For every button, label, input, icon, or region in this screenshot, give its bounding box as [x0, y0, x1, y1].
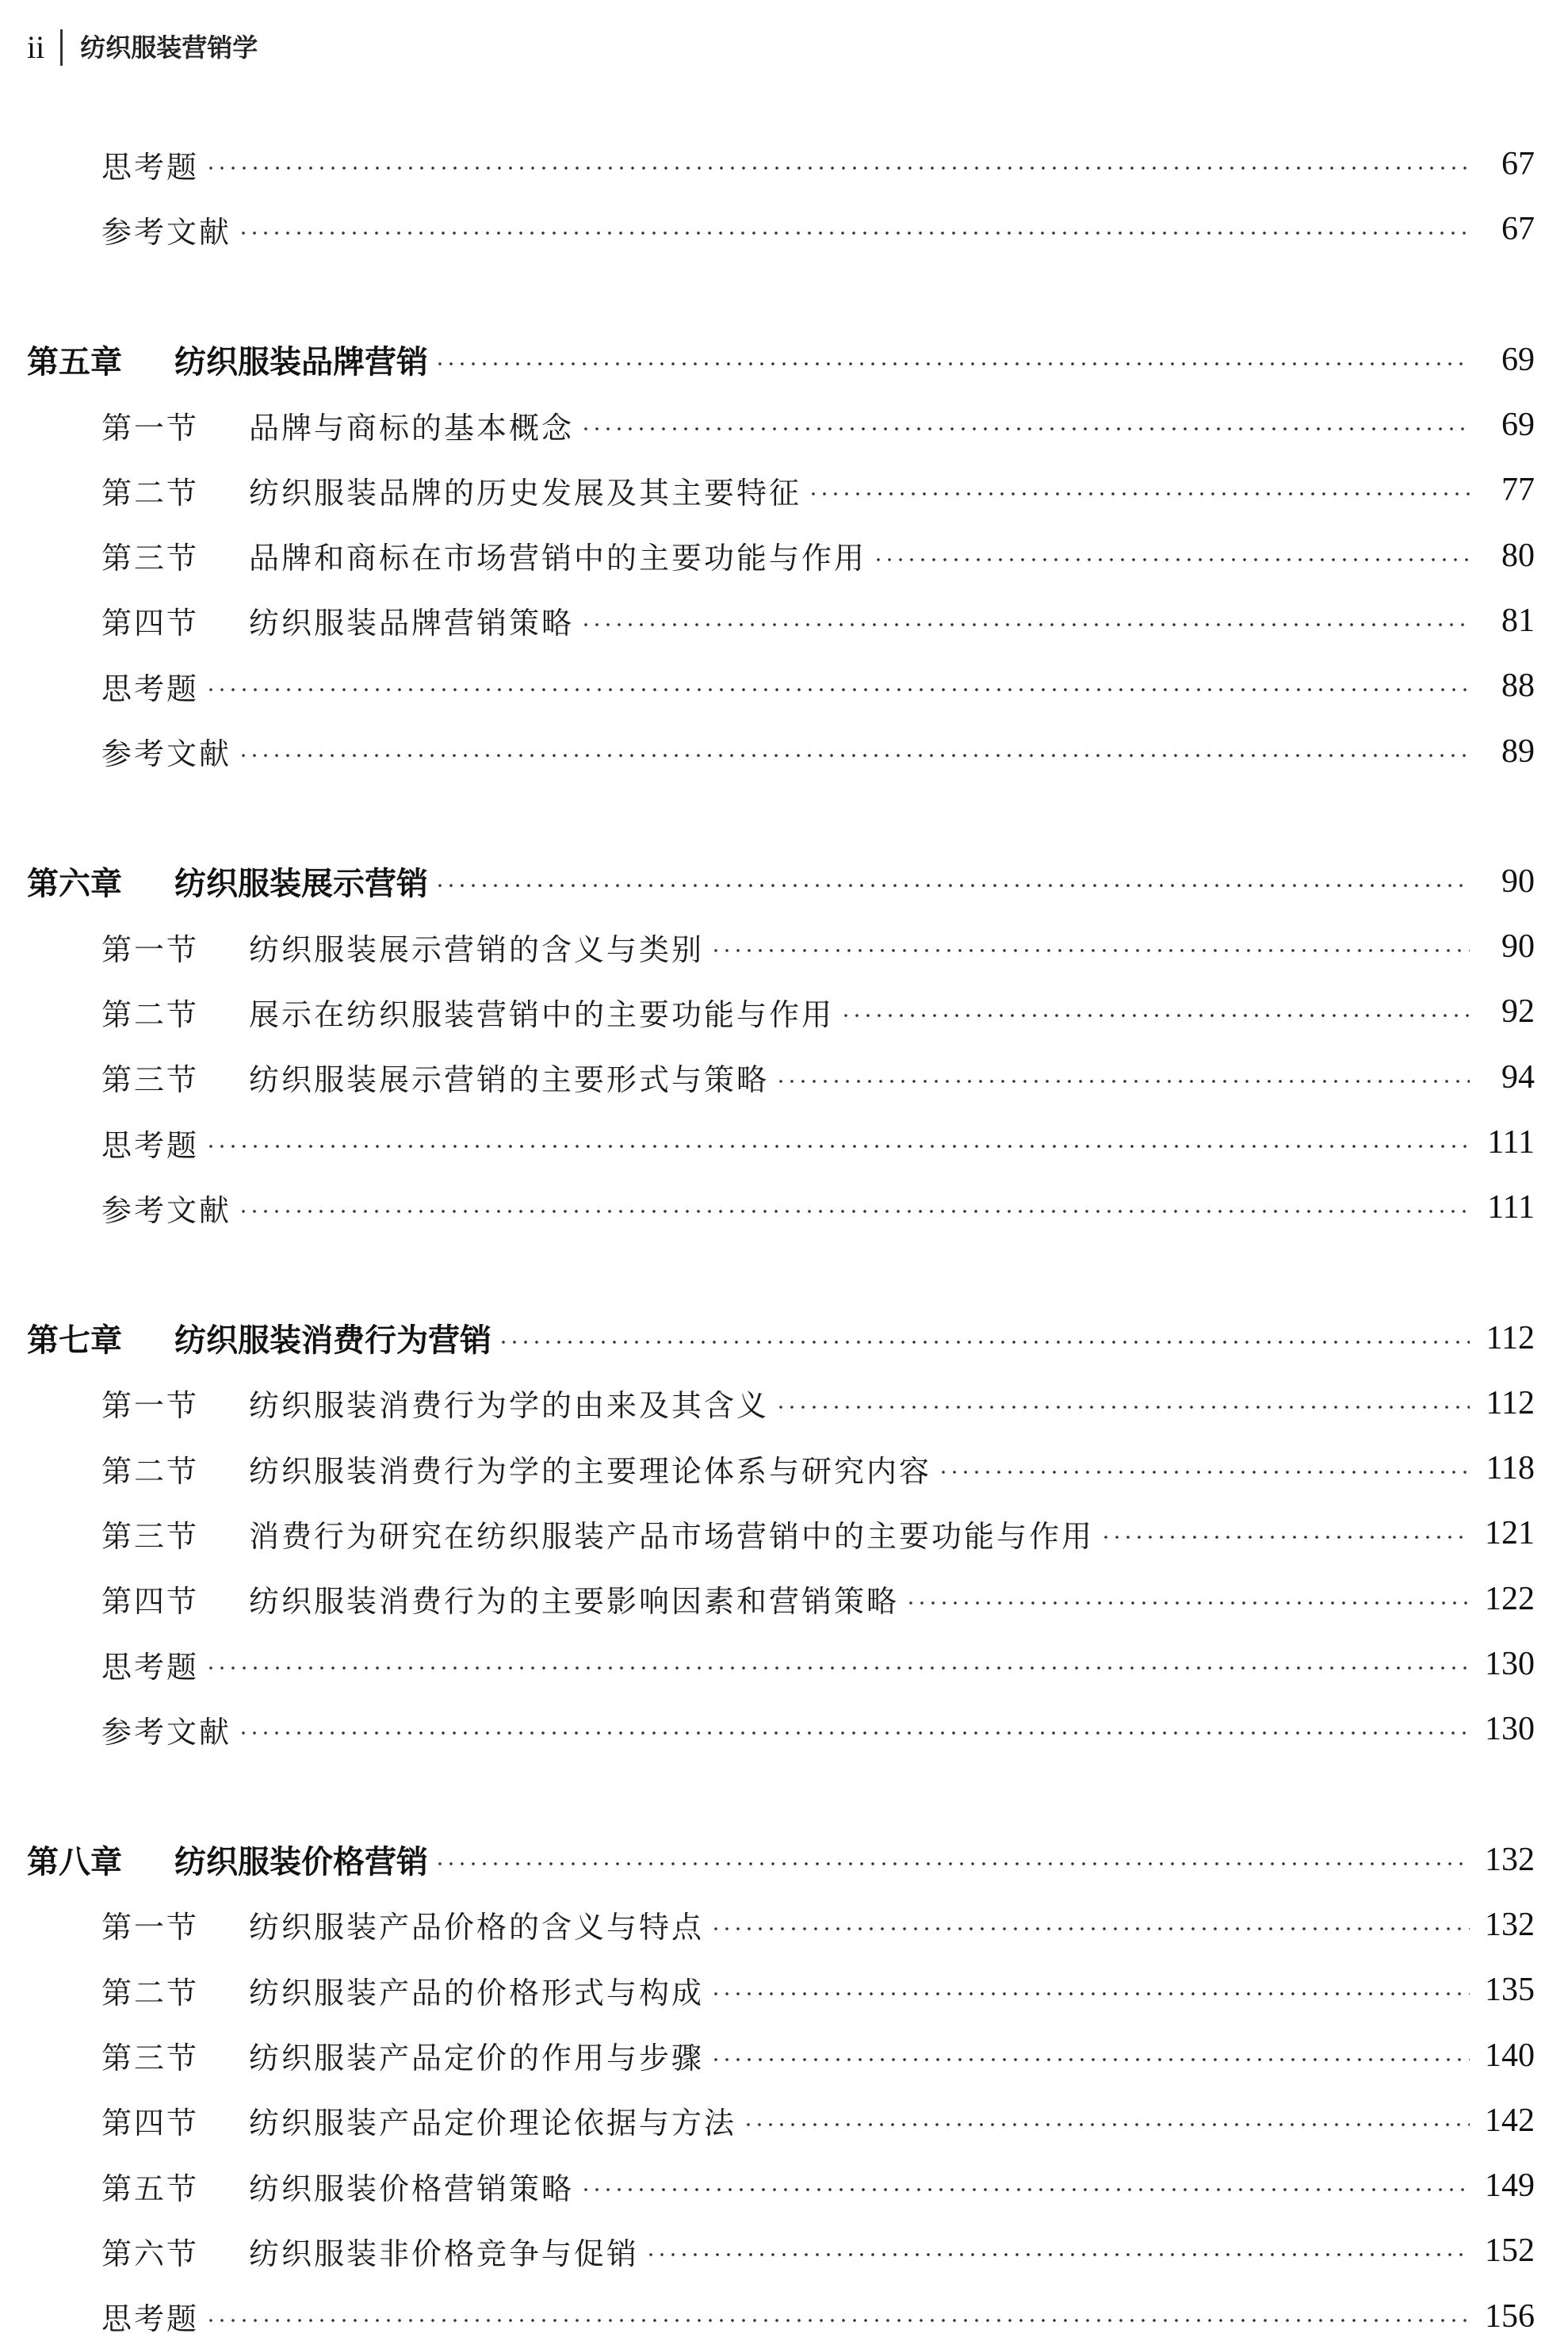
- dot-leader: [434, 1862, 1470, 1865]
- dot-leader: [205, 1145, 1470, 1148]
- toc-section-8-2[interactable]: [27, 1957, 1535, 2022]
- section-number: 第六节: [101, 2236, 200, 2271]
- entry-page-number: 156: [1485, 2297, 1535, 2335]
- toc-chapter-6[interactable]: [27, 849, 1535, 914]
- dot-leader: [434, 884, 1470, 887]
- dot-leader: [775, 1406, 1470, 1409]
- toc-section-6-1[interactable]: [27, 914, 1535, 979]
- toc-chapter-7[interactable]: [27, 1305, 1535, 1370]
- entry-title: 参考文献: [101, 1714, 232, 1750]
- dot-leader: [580, 623, 1470, 626]
- section-title: 纺织服装产品价格的含义与特点: [249, 1910, 705, 1945]
- chapter-number: 第五章: [27, 344, 122, 381]
- toc-section-5-2[interactable]: [27, 457, 1535, 522]
- chapter-title: 纺织服装价格营销: [174, 1844, 428, 1881]
- entry-title: 思考题: [101, 149, 200, 185]
- dot-leader: [905, 1601, 1470, 1605]
- section-number: 第一节: [101, 410, 200, 446]
- dot-leader: [205, 1666, 1470, 1670]
- chapter-number: 第六章: [27, 866, 122, 903]
- section-page-number: 149: [1485, 2167, 1535, 2205]
- dot-leader: [710, 2058, 1470, 2061]
- section-page-number: 92: [1501, 993, 1535, 1031]
- chapter-page-number: 112: [1486, 1319, 1535, 1356]
- chapter-page-number: 132: [1485, 1841, 1535, 1878]
- toc-entry-thinking-questions[interactable]: [27, 1110, 1535, 1175]
- toc-entry-references[interactable]: [27, 718, 1535, 783]
- dot-leader: [840, 1014, 1470, 1017]
- section-number: 第三节: [101, 541, 200, 576]
- entry-title: 参考文献: [101, 1192, 232, 1228]
- toc-section-6-2[interactable]: [27, 979, 1535, 1044]
- entry-page-number: 88: [1501, 668, 1535, 705]
- chapter-number: 第八章: [27, 1844, 122, 1881]
- toc-entry-thinking-questions[interactable]: [27, 132, 1535, 197]
- dot-leader: [434, 362, 1470, 365]
- dot-leader: [498, 1341, 1470, 1344]
- section-title: 消费行为研究在纺织服装产品市场营销中的主要功能与作用: [249, 1518, 1095, 1554]
- entry-page-number: 67: [1501, 211, 1535, 248]
- section-number: 第四节: [101, 606, 200, 641]
- toc-section-5-4[interactable]: [27, 588, 1535, 653]
- running-head: [27, 27, 258, 68]
- page-folio: ii: [27, 29, 45, 65]
- section-number: 第三节: [101, 2041, 200, 2076]
- section-title: 纺织服装展示营销的主要形式与策略: [249, 1062, 770, 1098]
- dot-leader: [580, 2188, 1470, 2191]
- section-title: 纺织服装消费行为的主要影响因素和营销策略: [249, 1584, 900, 1620]
- toc-section-7-4[interactable]: [27, 1567, 1535, 1632]
- toc-section-5-1[interactable]: [27, 392, 1535, 457]
- section-title: 展示在纺织服装营销中的主要功能与作用: [249, 997, 835, 1032]
- dot-leader: [808, 492, 1470, 495]
- toc-section-8-4[interactable]: [27, 2088, 1535, 2153]
- dot-leader: [710, 949, 1470, 952]
- section-page-number: 80: [1501, 537, 1535, 574]
- section-page-number: 122: [1485, 1580, 1535, 1617]
- section-number: 第四节: [101, 2106, 200, 2141]
- toc-chapter-8[interactable]: [27, 1827, 1535, 1892]
- toc-section-7-1[interactable]: [27, 1371, 1535, 1436]
- section-page-number: 112: [1486, 1384, 1535, 1421]
- entry-title: 思考题: [101, 1649, 200, 1685]
- toc-entry-references[interactable]: [27, 197, 1535, 262]
- dot-leader: [205, 166, 1470, 170]
- dot-leader: [580, 427, 1470, 430]
- dot-leader: [710, 1992, 1470, 1995]
- section-title: 纺织服装产品定价的作用与步骤: [249, 2041, 705, 2076]
- section-page-number: 94: [1501, 1058, 1535, 1096]
- entry-title: 思考题: [101, 1127, 200, 1163]
- section-number: 第二节: [101, 1453, 200, 1489]
- dot-leader: [238, 1210, 1470, 1213]
- section-title: 纺织服装非价格竞争与促销: [249, 2236, 640, 2271]
- entry-title: 思考题: [101, 671, 200, 706]
- toc-section-5-3[interactable]: [27, 522, 1535, 587]
- chapter-number: 第七章: [27, 1322, 122, 1360]
- section-title: 纺织服装消费行为学的主要理论体系与研究内容: [249, 1453, 932, 1489]
- section-number: 第二节: [101, 475, 200, 511]
- entry-title: 参考文献: [101, 214, 232, 250]
- header-divider: [60, 29, 63, 66]
- toc-chapter-5[interactable]: [27, 327, 1535, 392]
- section-title: 纺织服装品牌营销策略: [249, 606, 575, 641]
- entry-page-number: 111: [1487, 1189, 1535, 1226]
- chapter-title: 纺织服装展示营销: [174, 866, 428, 903]
- dot-leader: [710, 1927, 1470, 1930]
- section-title: 品牌和商标在市场营销中的主要功能与作用: [249, 541, 867, 576]
- section-page-number: 140: [1485, 2037, 1535, 2074]
- toc-section-7-2[interactable]: [27, 1436, 1535, 1501]
- section-page-number: 121: [1485, 1515, 1535, 1552]
- toc-section-7-3[interactable]: [27, 1501, 1535, 1566]
- dot-leader: [238, 231, 1470, 235]
- dot-leader: [205, 2319, 1470, 2322]
- section-page-number: 152: [1485, 2232, 1535, 2270]
- section-page-number: 77: [1501, 472, 1535, 509]
- toc-section-6-3[interactable]: [27, 1045, 1535, 1110]
- section-number: 第一节: [101, 1388, 200, 1424]
- section-title: 纺织服装品牌的历史发展及其主要特征: [249, 475, 802, 511]
- section-page-number: 69: [1501, 407, 1535, 444]
- section-title: 纺织服装价格营销策略: [249, 2171, 575, 2206]
- entry-title: 参考文献: [101, 736, 232, 772]
- dot-leader: [938, 1471, 1470, 1474]
- toc-section-8-5[interactable]: [27, 2153, 1535, 2218]
- section-title: 纺织服装产品定价理论依据与方法: [249, 2106, 737, 2141]
- book-title: 纺织服装营销学: [80, 33, 258, 63]
- dot-leader: [645, 2253, 1470, 2256]
- dot-leader: [238, 754, 1470, 757]
- section-number: 第四节: [101, 1584, 200, 1620]
- entry-page-number: 67: [1501, 146, 1535, 183]
- dot-leader: [873, 558, 1470, 561]
- section-page-number: 142: [1485, 2102, 1535, 2139]
- dot-leader: [743, 2123, 1470, 2126]
- toc-entry-thinking-questions[interactable]: [27, 1632, 1535, 1697]
- entry-title: 思考题: [101, 2301, 200, 2337]
- section-page-number: 90: [1501, 928, 1535, 966]
- toc-entry-references[interactable]: [27, 1175, 1535, 1240]
- entry-page-number: 130: [1485, 1646, 1535, 1683]
- toc-entry-references[interactable]: [27, 1697, 1535, 1762]
- chapter-page-number: 69: [1501, 341, 1535, 378]
- section-number: 第三节: [101, 1518, 200, 1554]
- section-number: 第五节: [101, 2171, 200, 2206]
- entry-page-number: 89: [1501, 733, 1535, 770]
- section-page-number: 118: [1486, 1450, 1535, 1487]
- toc-section-8-3[interactable]: [27, 2022, 1535, 2087]
- section-title: 纺织服装产品的价格形式与构成: [249, 1975, 705, 2010]
- section-page-number: 132: [1485, 1906, 1535, 1943]
- section-number: 第一节: [101, 1910, 200, 1945]
- toc-section-8-6[interactable]: [27, 2218, 1535, 2283]
- chapter-title: 纺织服装消费行为营销: [174, 1322, 491, 1360]
- entry-page-number: 130: [1485, 1711, 1535, 1748]
- section-page-number: 81: [1501, 602, 1535, 639]
- section-number: 第一节: [101, 932, 200, 967]
- dot-leader: [1100, 1536, 1470, 1539]
- section-number: 第三节: [101, 1062, 200, 1098]
- section-title: 纺织服装消费行为学的由来及其含义: [249, 1388, 770, 1424]
- table-of-contents: [27, 132, 1535, 2349]
- section-title: 纺织服装展示营销的含义与类别: [249, 932, 705, 967]
- toc-entry-thinking-questions[interactable]: [27, 2284, 1535, 2349]
- toc-section-8-1[interactable]: [27, 1892, 1535, 1957]
- section-number: 第二节: [101, 1975, 200, 2010]
- dot-leader: [205, 688, 1470, 691]
- entry-page-number: 111: [1487, 1124, 1535, 1161]
- section-number: 第二节: [101, 997, 200, 1032]
- dot-leader: [775, 1080, 1470, 1083]
- section-title: 品牌与商标的基本概念: [249, 410, 575, 446]
- toc-entry-thinking-questions[interactable]: [27, 653, 1535, 718]
- chapter-page-number: 90: [1501, 863, 1535, 900]
- dot-leader: [238, 1731, 1470, 1735]
- chapter-title: 纺织服装品牌营销: [174, 344, 428, 381]
- section-page-number: 135: [1485, 1972, 1535, 2009]
